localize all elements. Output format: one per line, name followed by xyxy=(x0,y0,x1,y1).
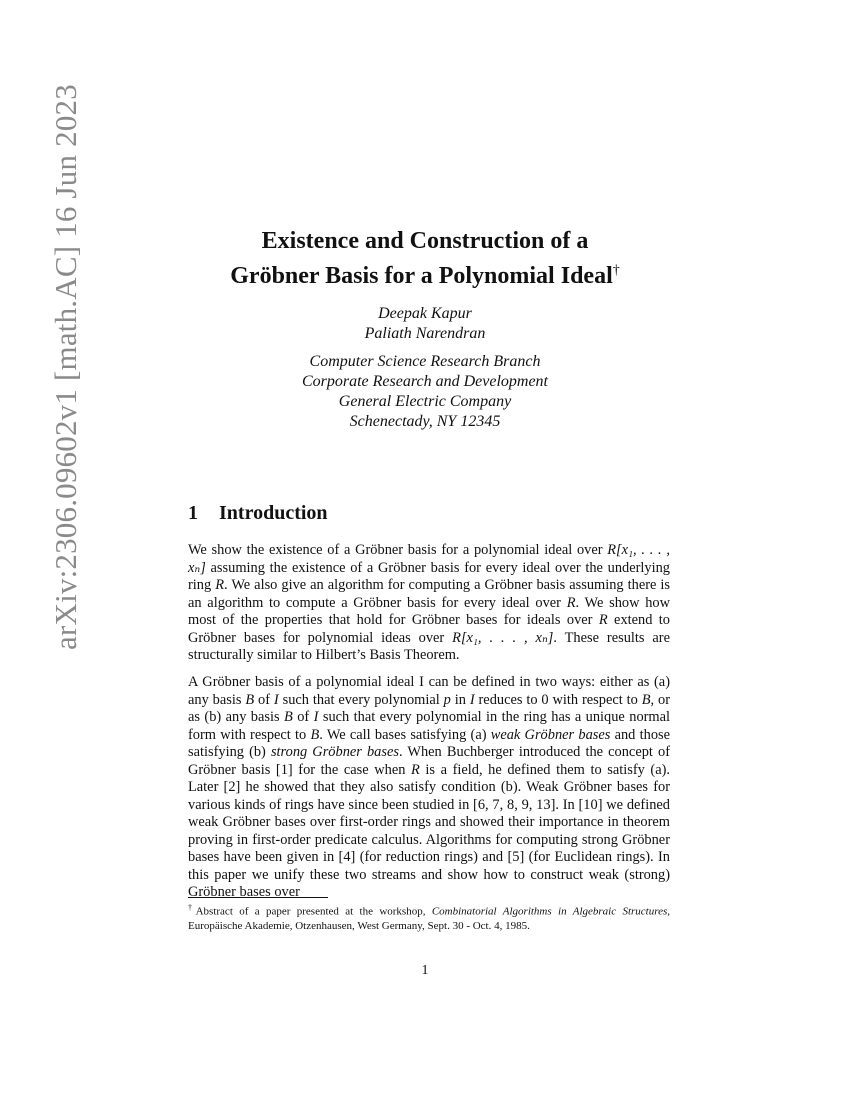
intro-paragraph-1 xyxy=(188,542,670,665)
math-symbol: R xyxy=(215,577,224,593)
math-symbol: B xyxy=(284,709,293,725)
math-symbol: B xyxy=(310,726,320,743)
math-symbol: R xyxy=(566,594,576,611)
text-run: assuming the existence of a Gröbner basis for every ideal over the underlying ring xyxy=(188,559,670,593)
math-symbol: R xyxy=(411,761,420,778)
text-run: . We call bases satisfying (a) xyxy=(319,726,491,743)
text-run: in xyxy=(450,691,470,708)
math-symbol: I xyxy=(273,691,279,708)
math-symbol: I xyxy=(313,709,319,725)
text-run: . When Buchberger introduced the concept of Gröbner basis [1] for the case when xyxy=(188,744,670,778)
text-run: is a field, he defined them to satisfy (a). Later [2] he showed that they also satisfy condition (b). Weak Gröbner bases for various kinds of rings have since been studied in [6, 7, 8, 9, 13]. In [10] we defined weak Gröbner bases over first-order rings and showed their importance in theorem proving in first-order predicate calculus. Algorithms for computing strong Gröbner bases have been given in [4] (for reduction rings) and [5] (for Euclidean rings). In this paper we unify these two streams and show how to construct weak (strong) Gröbner bases over xyxy=(188,761,670,900)
text-run: . We also give an algorithm for computing a Gröbner basis assuming there is an algorithm to compute a Gröbner basis for every ideal over xyxy=(188,577,671,611)
math-symbol: B xyxy=(641,691,651,708)
math-symbol: B xyxy=(245,691,255,708)
text-run: Abstract of a paper presented at the workshop, xyxy=(195,905,432,918)
affiliation-line: Corporate Research and Development xyxy=(301,373,548,390)
affiliation-line: General Electric Company xyxy=(338,393,512,410)
text-run: such that every polynomial xyxy=(278,691,444,708)
footnote xyxy=(188,901,670,933)
title-line-2-text: Gröbner Basis for a Polynomial Ideal xyxy=(230,263,613,289)
page-number: 1 xyxy=(421,963,429,978)
title-line-1: Existence and Construction of a xyxy=(261,228,589,254)
section-number: 1 xyxy=(188,502,198,524)
section-title: Introduction xyxy=(219,502,328,524)
title-line-2 xyxy=(160,256,690,291)
math-symbol: I xyxy=(469,691,475,708)
author-name: Paliath Narendran xyxy=(364,325,486,342)
text-run: of xyxy=(292,709,314,725)
intro-paragraph-2 xyxy=(188,674,670,902)
text-run: A Gröbner basis of a polynomial ideal I can be defined in two ways: either as (a) any basis xyxy=(188,674,670,708)
text-run: , Europäische Akademie, Otzenhausen, West Germany, Sept. 30 - Oct. 4, 1985. xyxy=(188,905,671,932)
text-run: and those satisfying (b) xyxy=(188,726,670,760)
text-run: reduces to 0 with respect to xyxy=(474,691,642,708)
affiliation-line: Computer Science Research Branch xyxy=(309,353,541,370)
affiliation-block xyxy=(220,352,630,432)
author-list xyxy=(220,304,630,344)
footnote-venue: Combinatorial Algorithms in Algebraic Structures xyxy=(431,905,668,918)
text-run: of xyxy=(254,691,274,708)
author-name: Deepak Kapur xyxy=(378,305,472,322)
text-run: . We show how most of the properties that hold for Gröbner bases for ideals over xyxy=(188,594,670,628)
arxiv-identifier-stamp: arXiv:2306.09602v1 [math.AC] 16 Jun 2023 xyxy=(48,84,83,650)
math-expression: R[x₁, . . . , xₙ] xyxy=(188,542,670,576)
text-run: . These results are structurally similar to Hilbert’s Basis Theorem. xyxy=(188,629,670,663)
math-symbol: R xyxy=(598,612,608,628)
section-heading xyxy=(188,502,328,525)
title-dagger: † xyxy=(612,263,620,278)
affiliation-line: Schenectady, NY 12345 xyxy=(349,413,501,430)
footnote-mark: † xyxy=(188,903,196,912)
text-run: We show the existence of a Gröbner basis for a polynomial ideal over xyxy=(188,542,608,558)
text-run: , or as (b) any basis xyxy=(188,691,670,725)
emphasis-strong: strong Gröbner bases xyxy=(270,744,399,760)
footnote-rule xyxy=(188,897,328,898)
math-symbol: p xyxy=(443,691,451,708)
emphasis-weak: weak Gröbner bases xyxy=(490,726,611,743)
paper-title xyxy=(160,226,690,291)
text-run: such that every polynomial in the ring has a unique normal form with respect to xyxy=(188,709,671,743)
text-run: extend to Gröbner bases for polynomial ideas over xyxy=(188,612,671,646)
math-expression: R[x₁, . . . , xₙ] xyxy=(452,629,554,646)
